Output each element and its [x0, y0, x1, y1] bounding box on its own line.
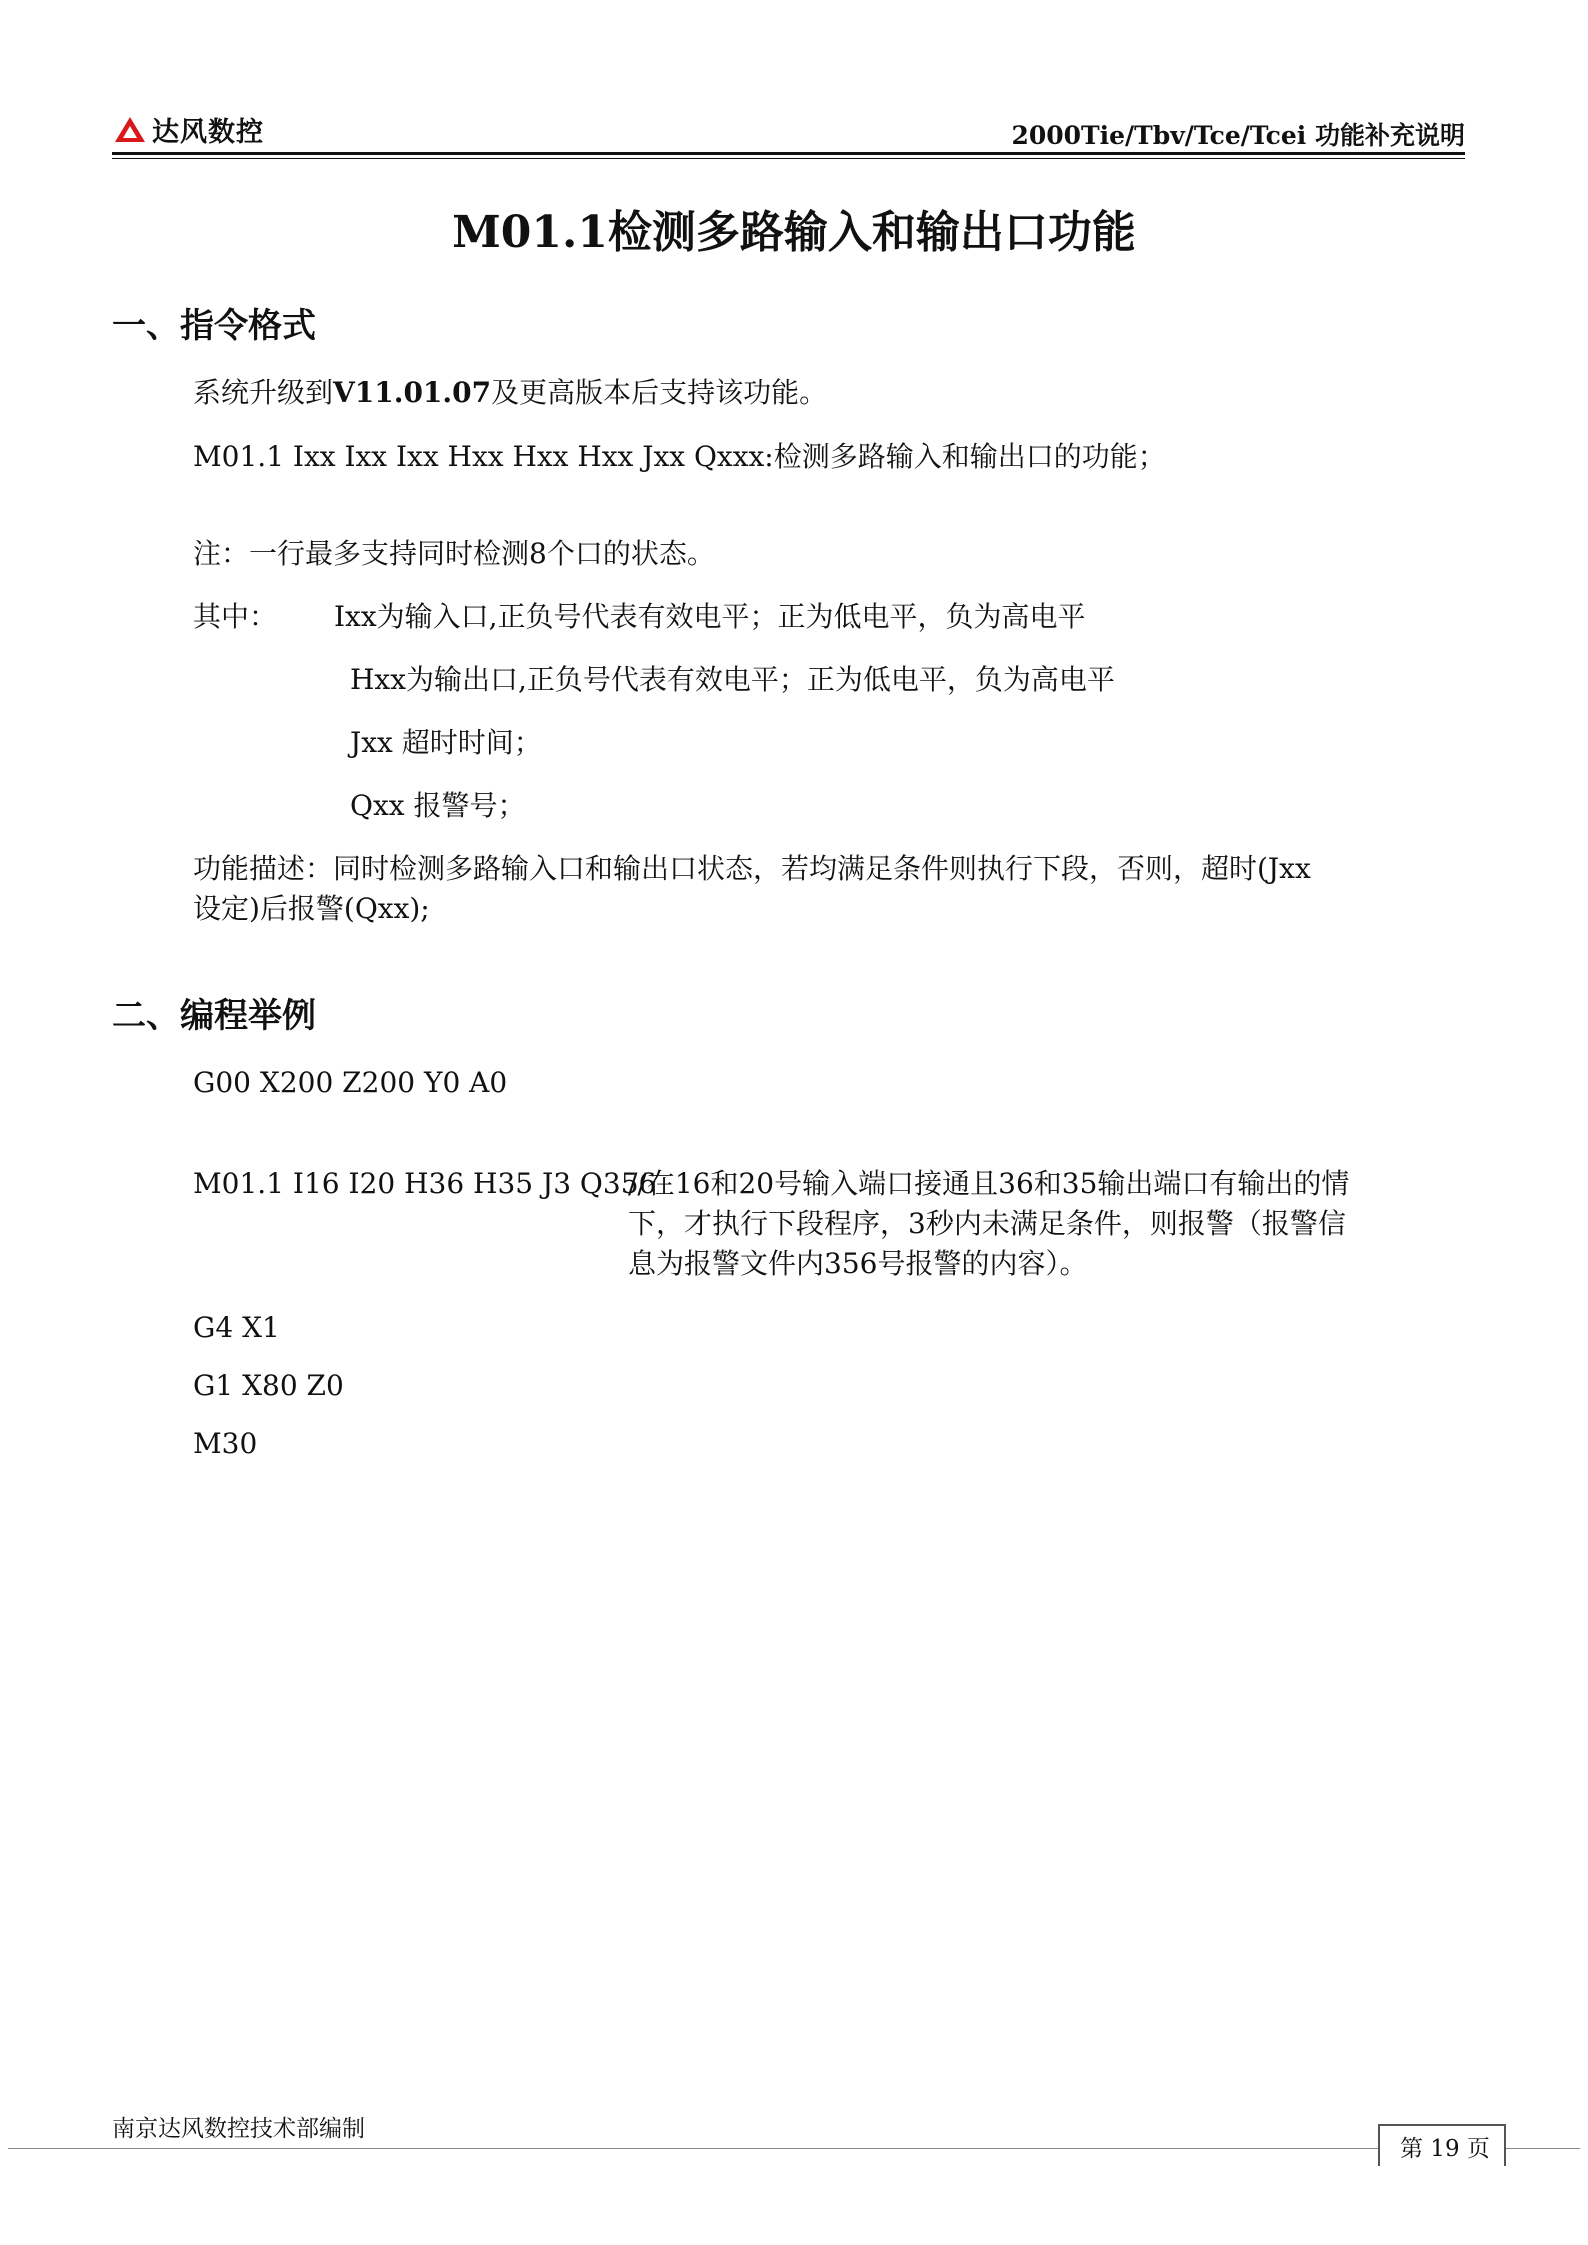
- company-logo-icon: [112, 115, 148, 145]
- where-label: 其中：: [193, 600, 278, 633]
- logo-text: 达风数控: [152, 117, 264, 148]
- version-number: V11.01.07: [333, 376, 492, 409]
- upgrade-suffix: 及更高版本后支持该功能。: [491, 376, 828, 409]
- section1-heading: 一、指令格式: [112, 306, 316, 346]
- page-title: M01.1检测多路输入和输出口功能: [452, 207, 1136, 258]
- footer-credit: 南京达风数控技术部编制: [112, 2116, 365, 2142]
- function-desc-line2: 设定)后报警(Qxx);: [193, 892, 430, 925]
- code-line-g4: G4 X1: [193, 1311, 280, 1344]
- header-doc-title: 2000Tie/Tbv/Tce/Tcei 功能补充说明: [1011, 121, 1465, 150]
- code-line-g00: G00 X200 Z200 Y0 A0: [193, 1066, 508, 1099]
- param-input-desc: Ixx为输入口,正负号代表有效电平；正为低电平，负为高电平: [334, 600, 1086, 633]
- section2-heading: 二、编程举例: [112, 996, 316, 1036]
- code-comment-line2: 下，才执行下段程序，3秒内未满足条件，则报警（报警信: [628, 1207, 1346, 1240]
- header-rule-thin: [112, 158, 1465, 159]
- code-comment-line3: 息为报警文件内356号报警的内容）。: [628, 1247, 1088, 1280]
- param-alarm-desc: Qxx 报警号；: [350, 789, 526, 822]
- header-rule-thick: [112, 152, 1465, 155]
- code-line-m011: M01.1 I16 I20 H36 H35 J3 Q356: [193, 1167, 657, 1200]
- note-line: 注：一行最多支持同时检测8个口的状态。: [193, 537, 715, 570]
- upgrade-prefix: 系统升级到: [193, 376, 334, 409]
- code-line-g1: G1 X80 Z0: [193, 1369, 344, 1402]
- footer-rule: [8, 2148, 1580, 2149]
- code-comment-line1: //在16和20号输入端口接通且36和35输出端口有输出的情: [628, 1167, 1350, 1200]
- code-line-m30: M30: [193, 1427, 258, 1460]
- upgrade-line: [193, 373, 827, 413]
- header-logo: [112, 110, 264, 149]
- param-timeout-desc: Jxx 超时时间；: [350, 726, 542, 759]
- function-desc-line1: 功能描述：同时检测多路输入口和输出口状态，若均满足条件则执行下段，否则，超时(Jxx: [193, 852, 1311, 885]
- command-format-line: M01.1 Ixx Ixx Ixx Hxx Hxx Hxx Jxx Qxxx:检测多路输入和输出口的功能；: [193, 440, 1166, 473]
- page-number: 第 19 页: [1400, 2136, 1490, 2162]
- param-output-desc: Hxx为输出口,正负号代表有效电平；正为低电平，负为高电平: [350, 663, 1115, 696]
